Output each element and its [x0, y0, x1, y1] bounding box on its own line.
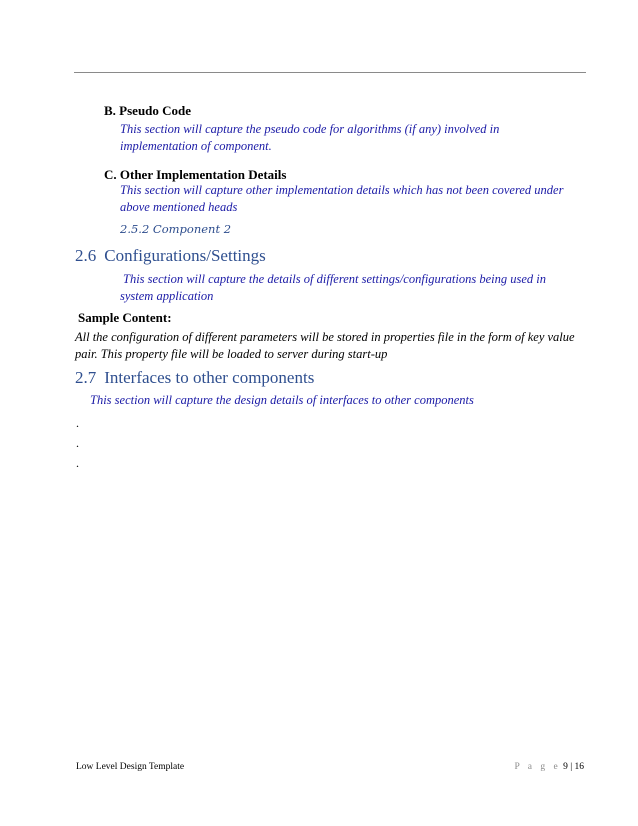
interfaces-heading [75, 368, 314, 388]
implementation-details-heading: C. Other Implementation Details [104, 167, 287, 182]
header-rule [74, 72, 586, 73]
footer-page-indicator [514, 762, 584, 772]
pseudo-code-text: This section will capture the pseudo code for algorithms (if any) involved in implementation of component. [120, 122, 500, 153]
configurations-text: This section will capture the details of different settings/configurations being used in system application [120, 272, 547, 303]
page-number: 9 | 16 [563, 762, 584, 772]
placeholder-dot: . [76, 416, 79, 430]
placeholder-dot: . [76, 456, 79, 470]
section-number: 2.6 [75, 246, 97, 265]
section-number: 2.7 [75, 368, 97, 387]
sample-content-text: All the configuration of different parameters will be stored in properties file in the form of key value pair. This property file will be loaded to server during start-up [75, 330, 575, 361]
sample-content-label: Sample Content: [78, 310, 172, 325]
section-title: Interfaces to other components [104, 368, 315, 387]
configurations-heading [75, 246, 266, 266]
footer-doc-title: Low Level Design Template [76, 762, 185, 772]
section-title: Configurations/Settings [104, 246, 266, 265]
implementation-details-text: This section will capture other implementation details which has not been covered under above mentioned heads [120, 183, 564, 214]
interfaces-text: This section will capture the design details of interfaces to other components [90, 393, 474, 407]
page-label: P a g e [514, 762, 561, 772]
placeholder-dot: . [76, 436, 79, 450]
component-2-subheading: 2.5.2 Component 2 [120, 222, 232, 236]
pseudo-code-heading: B. Pseudo Code [104, 103, 192, 118]
